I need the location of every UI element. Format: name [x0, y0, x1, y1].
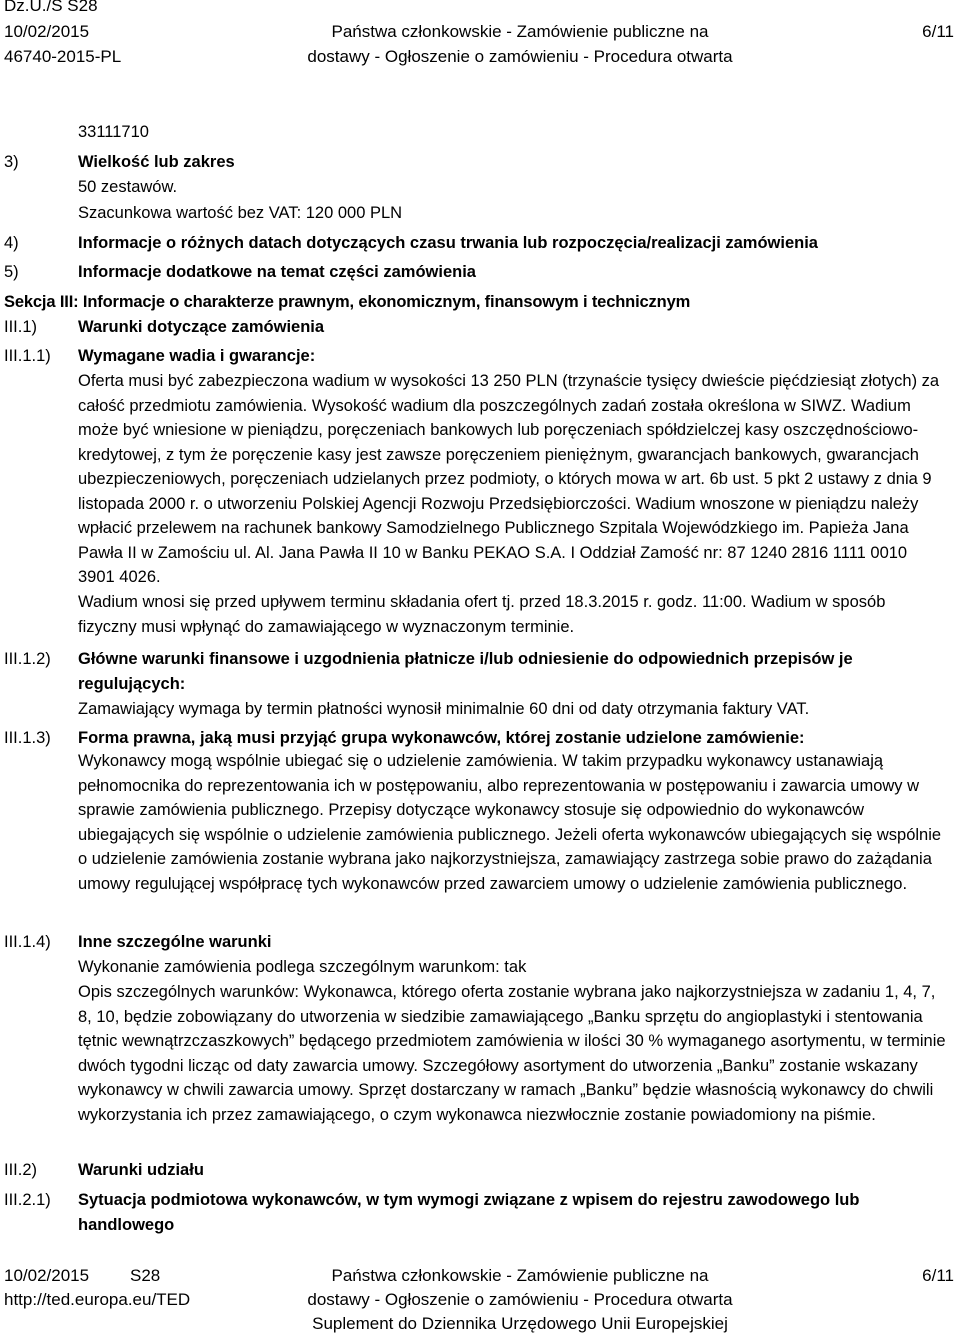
s32-number: III.2): [4, 1161, 38, 1179]
footer-series: S28: [130, 1266, 161, 1285]
footer-title-line2: dostawy - Ogłoszenie o zamówieniu - Procedura otwarta: [307, 1290, 733, 1309]
s314-title: Inne szczególne warunki: [78, 933, 272, 951]
footer-title-line3: Suplement do Dziennika Urzędowego Unii Europejskiej: [312, 1314, 728, 1333]
header-title-line1: Państwa członkowskie - Zamówienie publiczne na: [331, 22, 709, 41]
item4-number: 4): [4, 234, 19, 252]
s313-text: Wykonawcy mogą wspólnie ubiegać się o udzielenie zamówienia. W takim przypadku wykonawcy ustanawiają pełnomocnika do reprezentowania ich w postępowaniu, albo reprezentowania w postępowaniu i zawarcia umowy w sprawie zamówienia publicznego. Przepisy dotyczące wykonawcy stosuje się odpowiednio do wykonawców ubiegających się wspólnie o udzielenie zamówienia publicznego. Jeżeli oferta wykonawców ubiegających się wspólnie o udzielenie zamówienia zostanie wybrana jako najkorzystniejsza, zamawiający zastrzega sobie prawo do zażądania umowy regulującej współpracę tych wykonawców przed zawarciem umowy o udzielenie zamówienia publicznego.: [78, 752, 942, 893]
s312-number: III.1.2): [4, 650, 51, 668]
s31-number: III.1): [4, 318, 38, 336]
s314-special-conditions: Wykonanie zamówienia podlega szczególnym warunkom: tak: [78, 958, 527, 976]
footer-date: 10/02/2015: [4, 1266, 90, 1285]
s314-number: III.1.4): [4, 933, 51, 951]
cpv-code: 33111710: [78, 123, 149, 141]
item3-quantity: 50 zestawów.: [78, 178, 178, 196]
item5-title: Informacje dodatkowe na temat części zamówienia: [78, 263, 476, 281]
s313-title: Forma prawna, jaką musi przyjąć grupa wykonawców, której zostanie udzielone zamówienie:: [78, 729, 805, 747]
footer-url: http://ted.europa.eu/TED: [4, 1290, 191, 1309]
item5-number: 5): [4, 263, 19, 281]
s311-title: Wymagane wadia i gwarancje:: [78, 347, 316, 365]
s311-text: Oferta musi być zabezpieczona wadium w wysokości 13 250 PLN (trzynaście tysięcy dwieście pięćdziesiąt złotych) za całość przedmiotu zamówienia. Wysokość wadium dla poszczególnych zadań została określona w SIWZ. Wadium może być wniesione w pieniądzu, poręczeniach bankowych lub poręczeniach spółdzielczej kasy oszczędnościowo-kredytowej, z tym że poręczenie kasy jest zawsze poręczeniem pieniężnym, gwarancjach bankowych, gwarancjach ubezpieczeniowych, poręczeniach udzielanych przez podmioty, o których mowa w art. 6b ust. 5 pkt 2 ustawy z dnia 9 listopada 2000 r. o utworzeniu Polskiej Agencji Rozwoju Przedsiębiorczości. Wadium wnoszone w pieniądzu należy wpłacić przelewem na rachunek bankowy Samodzielnego Publicznego Szpitala Wojewódzkiego im. Papieża Jana Pawła II w Zamościu ul. Al. Jana Pawła II 10 w Banku PEKAO S.A. I Oddział Zamość nr: 87 1240 2816 1111 0010 3901 4026.: [78, 372, 940, 586]
item3-value: Szacunkowa wartość bez VAT: 120 000 PLN: [78, 204, 403, 222]
s314-text: Opis szczególnych warunków: Wykonawca, którego oferta zostanie wybrana jako najkorzystniejsza w zadaniu 1, 4, 7, 8, 10, będzie zobowiązany do utworzenia w siedzibie zamawiającego „Banku sprzętu do angioplastyki i stentowania tętnic wewnątrzczaszkowych” będącego przedmiotem zamówienia w ilości 30 % wymaganego asortymentu, w terminie dwóch tygodni licząc od daty zawarcia umowy. Szczegółowy asortyment do utworzenia „Banku” zostanie wskazany wykonawcy w chwili zawarcia umowy. Sprzęt dostarczany w ramach „Banku” będzie własnością wykonawcy do chwili wykorzystania ich przez zamawiającego, o czym wykonawca niezwłocznie zostanie powiadomiony na piśmie.: [78, 983, 946, 1124]
s32-title: Warunki udziału: [78, 1161, 204, 1179]
s321-title: Sytuacja podmiotowa wykonawców, w tym wymogi związane z wpisem do rejestru zawodowego lub handlowego: [78, 1191, 860, 1234]
footer-title-line1: Państwa członkowskie - Zamówienie publiczne na: [331, 1266, 709, 1285]
header-title-line2: dostawy - Ogłoszenie o zamówieniu - Procedura otwarta: [307, 47, 733, 66]
s311-text2: Wadium wnosi się przed upływem terminu składania ofert tj. przed 18.3.2015 r. godz. 11:00. Wadium w sposób fizyczny musi wpłynąć do zamawiającego w wyznaczonym terminie.: [78, 593, 886, 636]
s313-number: III.1.3): [4, 729, 51, 747]
s312-text: Zamawiający wymaga by termin płatności wynosił minimalnie 60 dni od daty otrzymania faktury VAT.: [78, 700, 810, 718]
s31-title: Warunki dotyczące zamówienia: [78, 318, 325, 336]
item3-number: 3): [4, 153, 19, 171]
header-page-number: 6/11: [922, 22, 954, 41]
s321-number: III.2.1): [4, 1191, 51, 1209]
item3-title: Wielkość lub zakres: [78, 153, 235, 171]
header-series: Dz.U./S S28: [4, 0, 98, 15]
section-title: Sekcja III: Informacje o charakterze prawnym, ekonomicznym, finansowym i technicznym: [4, 293, 691, 311]
header-docid: 46740-2015-PL: [4, 47, 122, 66]
s312-title: Główne warunki finansowe i uzgodnienia płatnicze i/lub odniesienie do odpowiednich przepisów je regulujących:: [78, 650, 853, 693]
header-date: 10/02/2015: [4, 22, 90, 41]
footer-page-number: 6/11: [922, 1266, 954, 1285]
item4-title: Informacje o różnych datach dotyczących czasu trwania lub rozpoczęcia/realizacji zamówienia: [78, 234, 818, 252]
s311-number: III.1.1): [4, 347, 51, 365]
